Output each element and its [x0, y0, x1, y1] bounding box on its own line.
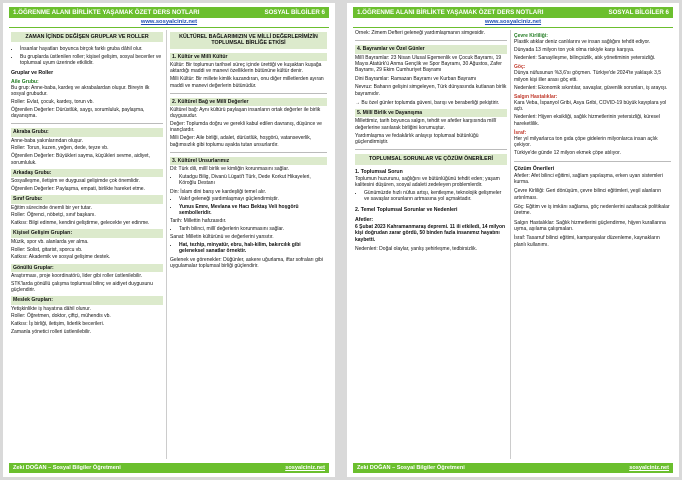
page-header	[9, 7, 329, 18]
culture-s1-p1: Kültür: Bir toplumun tarihsel süreç içinde ürettiği ve kuşaktan kuşağa aktardığı maddi ve manevi özelliklerin bütününe kültür denir.	[170, 62, 322, 75]
header-title: 1.ÖĞRENME ALANI BİRLİKTE YAŞAMAK ÖZET DERS NOTLARI	[357, 9, 544, 16]
relatives-p2: Roller: Torun, kuzen, yeğen, dede, teyze vb.	[11, 145, 109, 152]
friends-p1: Sosyalleşme, iletişim ve duygusal gelişimde çok önemlidir.	[11, 178, 140, 185]
culture-s3-title: 3. Kültürel Unsurlarımız	[170, 157, 327, 165]
holidays-title: 4. Bayramlar ve Özel Günler	[355, 45, 507, 53]
pollution-p3: Nedenleri: Sanayileşme, bilinçsizlik, atık yönetiminin yetersizliği.	[514, 54, 656, 61]
history-text: Tarih: Millettin hafızasıdır.	[170, 218, 227, 225]
list-item: • Günümüzde hızlı nüfus artışı, kentleşme, teknolojik gelişmeler ve savaşlar sorunların artmasına yol açmaktadır.	[364, 190, 507, 203]
divider	[355, 149, 507, 150]
divider	[355, 40, 507, 41]
page-footer	[9, 463, 329, 473]
special-days-note: → Bu özel günler toplumda güveni, barışı ve beraberliği pekiştirir.	[355, 99, 500, 106]
pollution-title: Çevre Kirliliği:	[514, 33, 548, 39]
class-p3: Katkısı: Bilgi edinme, kendini geliştirme, gelecekte yer edinme.	[11, 220, 150, 227]
interest-p2: Roller: Solist, gitarist, sporcu vb.	[11, 246, 83, 253]
divider	[170, 152, 327, 153]
solutions-title: Çözüm Önerileri	[514, 165, 555, 172]
class-title: Sınıf Grubu:	[11, 195, 163, 203]
page-header	[353, 7, 673, 18]
language-text: Dil: Türk dili, millî birlik ve kimliğin korunmasını sağlar.	[170, 166, 290, 173]
example-text: Örnek: Zimem Defteri geleneği yardımlaşmanın simgesidir.	[355, 30, 486, 36]
tradition-text: Gelenek ve görenekler: Düğünler, askere uğurlama, iftar sofraları gibi uygulamalar toplumsal birliği güçlendirir.	[170, 256, 323, 270]
relatives-p1: Anne-baba yakınlarından oluşur.	[11, 137, 83, 144]
site-link-top[interactable]: www.sosyalciniz.net	[140, 19, 198, 25]
divider	[170, 93, 327, 94]
pollution-p2: Dünyada 13 milyon ton yok olma riskiyle karşı karşıya.	[514, 47, 635, 54]
culture-s2-p1: Kültürel bağ: Aynı kültürü paylaşan insanların ortak değerler ile birlik duygusudur.	[170, 107, 321, 120]
disasters-causes: Nedenleri: Doğal olaylar, yanlış şehirleşme, tedbirsizlik.	[355, 246, 477, 253]
footer-site-link[interactable]: sosyalciniz.net	[629, 465, 669, 471]
divider	[514, 161, 671, 162]
religion-list	[179, 196, 327, 216]
language-list	[179, 174, 327, 187]
header-subject: SOSYAL BİLGİLER 6	[264, 9, 325, 16]
basic-problems-title: 2. Temel Toplumsal Sorunlar ve Nedenleri	[355, 206, 458, 213]
relatives-title: Akraba Grubu:	[11, 128, 163, 136]
column-divider	[166, 30, 167, 459]
page-left	[3, 3, 335, 477]
culture-s1-p2: Milli Kültür: Bir millete kimlik kazandıran, onu diğer milletlerden ayıran maddi ve manevi değerlerin bütünüdür.	[170, 76, 324, 89]
volunteer-p2: STK'larda gönüllü çalışma toplumsal bilinç ve aidiyet duygusunu güçlendirir.	[11, 280, 153, 294]
class-p2: Roller: Öğrenci, nöbetçi, sınıf başkanı.	[11, 212, 96, 219]
solidarity-p1: Millettimiz, tarih boyunca salgın, tehdit ve afetler karşısında millî değerlerine sarılarak birliğini korumuştur.	[355, 118, 497, 131]
list-item: • Yunus Emre, Mevlana ve Hacı Bektaş Veli hoşgörü sembolleridir.	[179, 204, 327, 217]
problem-list	[364, 190, 507, 203]
column-holidays	[355, 30, 507, 459]
culture-s2-title: 2. Kültürel Bağ ve Millî Değerler	[170, 98, 327, 106]
column-problems	[514, 30, 671, 459]
waste-p2: Türkiye'de günde 12 milyon ekmek çöpe atılıyor.	[514, 150, 621, 157]
list-item: • Hat, tezhip, minyatür, ebru, halı-kilim, bakırcılık gibi geleneksel sanatlar örnektir.	[179, 242, 327, 255]
religion-text: Din: İslam dini barış ve kardeşliği temel alır.	[170, 188, 267, 195]
footer-author: Zeki DOĞAN – Sosyal Bilgiler Öğretmeni	[357, 465, 465, 471]
religious-holidays: Dini Bayramlar: Ramazan Bayramı ve Kurban Bayramı	[355, 76, 477, 83]
solidarity-p2: Yardımlaşma ve fedakârlık anlayışı toplumsal bütünlüğü güçlendirmiştir.	[355, 132, 479, 145]
job-p4: Zamanla yönetici rolleri üstlenilebilir.	[11, 329, 92, 335]
waste-title: İsraf:	[514, 129, 527, 136]
solidarity-title: 5. Millî Birlik ve Dayanışma	[355, 109, 507, 117]
interest-title: Kişisel Gelişim Grupları:	[11, 229, 163, 237]
solution-epidemic: Salgın Hastalıklar: Sağlık hizmetlerini güçlendirme, hijyen kurallarına uyma, aşılama çalışmaları.	[514, 219, 666, 232]
friends-title: Arkadaş Grubu:	[11, 169, 163, 177]
volunteer-p1: Araştırması, proje koordinatörü, lider gibi roller üstlenilebilir.	[11, 272, 143, 279]
intro-list	[20, 46, 163, 66]
volunteer-title: Gönüllü Gruplar:	[11, 264, 163, 272]
problem-def-text: Toplumun huzurunu, sağlığını ve bütünlüğünü tehdit eden; yaşam kalitesini düşüren, sosyal adaleti zedeleyen problemlerdir.	[355, 175, 500, 189]
groups-title: Gruplar ve Roller	[11, 70, 54, 77]
national-holidays: Millî Bayramlar: 23 Nisan Ulusal Egemenlik ve Çocuk Bayramı, 19 Mayıs Atatürk'ü Anma Gençlik ve Spor Bayramı, 30 Ağustos, Zafer Bayramı, 29 Ekim Cumhuriyet Bayramı	[355, 54, 502, 74]
page-right	[347, 3, 679, 477]
interest-p1: Müzik, spor vb. alanlarda yer alma.	[11, 238, 89, 245]
culture-s1-title: 1. Kültür ve Millî Kültür	[170, 53, 327, 61]
site-link-top[interactable]: www.sosyalciniz.net	[484, 19, 542, 25]
culture-s2-p3: Milli Değer: Aile birliği, adalet, dürüstlük, hoşgörü, vatanseverlik, bağımsızlık gibi toplumu ayakta tutan unsurlardır.	[170, 135, 312, 148]
solution-disaster: Afetler: Afet bilinci eğitimi, sağlam yapılaşma, erken uyarı sistemleri kurma.	[514, 172, 663, 186]
class-p1: Eğitim sürecinde önemli bir yer tutar.	[11, 204, 92, 211]
friends-p2: Öğrenilen Değerler: Paylaşma, empati, birlikte hareket etme.	[11, 185, 145, 192]
footer-site-link[interactable]: sosyalciniz.net	[285, 465, 325, 471]
solution-migration: Göç: Eğitim ve iş imkânı sağlama, göç nedenlerini azaltacak politikalar üretme.	[514, 204, 670, 217]
header-divider	[9, 27, 329, 28]
column-groups	[11, 30, 163, 459]
page-footer	[353, 463, 673, 473]
migration-p1: Dünya nüfusunun %3,6'sı göçmen. Türkiye'de 2024'te yaklaşık 3,5 milyon kişi iller arası göç etti.	[514, 70, 662, 83]
solution-waste: İsraf: Tasarruf bilinci eğitimi, kampanyalar düzenleme, kaynakların planlı kullanımı.	[514, 235, 660, 248]
migration-p2: Nedenleri: Ekonomik sıkıntılar, savaşlar, güvenlik sorunları, iş arayışı.	[514, 84, 668, 91]
job-p2: Roller: Öğretmen, doktor, çiftçi, mühendis vb.	[11, 313, 111, 320]
job-p3: Katkısı: İş birliği, iletişim, liderlik becerileri.	[11, 321, 105, 328]
section-box-culture: KÜLTÜREL BAĞLARIMIZIN VE MİLLİ DEĞERLERİMİZİN TOPLUMSAL BİRLİĞE ETKİSİ	[170, 32, 327, 49]
list-item: • Bu gruplarda üstlenilen roller; kişisel gelişim, sosyal beceriler ve toplumsal uyum üzerinde etkilidir.	[20, 54, 163, 67]
epidemic-p2: Nedenleri: Hijyen eksikliği, sağlık hizmetlerinin yetersizliği, küresel hareketlilik.	[514, 114, 660, 127]
art-text: Sanat: Milletin kültürünü ve değerlerini yansıtır.	[170, 234, 274, 241]
interest-p3: Katkısı: Akademik ve sosyal gelişime destek.	[11, 254, 111, 261]
epidemic-title: Salgın Hastalıklar:	[514, 93, 558, 100]
culture-s2-p2: Değer: Toplumda doğru ve gerekli kabul edilen davranış, düşünce ve inançlardır.	[170, 121, 322, 134]
list-item: • Kutadgu Bilig, Divanü Lügati't Türk, Dede Korkut Hikayeleri, Köroğlu Destanı	[179, 174, 327, 187]
family-title: Aile Grubu:	[11, 78, 39, 85]
disasters-label: Afetler:	[355, 216, 374, 223]
nevruz-text: Nevruz: Baharın gelişini simgeleyen, Türk dünyasında kutlanan birlik bayramıdır.	[355, 84, 507, 97]
migration-title: Göç:	[514, 64, 526, 71]
header-title: 1.ÖĞRENME ALANI BİRLİKTE YAŞAMAK ÖZET DERS NOTLARI	[13, 9, 200, 16]
family-p2: Roller: Evlat, çocuk, kardeş, torun vb.	[11, 98, 94, 105]
relatives-p3: Öğrenilen Değerler: Büyükleri sayma, küçükleri sevme, aidiyet, sorumluluk.	[11, 153, 150, 166]
solution-pollution: Çevre Kirliliği: Geri dönüşüm, çevre bilinci eğitimleri, yeşil alanların artırılması.	[514, 188, 661, 201]
list-item: • Vakıf geleneği yardımlaşmayı güçlendirmiştir.	[179, 196, 327, 202]
list-item: • İnsanlar hayatları boyunca birçok farklı gruba dâhil olur.	[20, 46, 163, 52]
footer-author: Zeki DOĞAN – Sosyal Bilgiler Öğretmeni	[13, 465, 121, 471]
disasters-text: 6 Şubat 2023 Kahramanmaraş depremi. 11 ili etkiledi, 14 milyon kişi doğrudan zarar gördü, 50 binden fazla insanımız hayatını kaybetti.	[355, 224, 506, 243]
job-title: Meslek Grupları:	[11, 296, 163, 304]
family-p1: Bu grup: Anne-baba, kardeş ve akrabalardan oluşur. Bireyin ilk sosyal grubudur.	[11, 84, 150, 98]
divider	[11, 123, 163, 124]
waste-p1: Her yıl milyarlarca ton gıda çöpe gidelerin milyonlarca insan açlık çekiyor.	[514, 136, 658, 149]
list-item: • Tarih bilinci, millî değerlerin korunmasını sağlar.	[179, 226, 327, 232]
art-list	[179, 242, 327, 255]
section-box-problems: TOPLUMSAL SORUNLAR VE ÇÖZÜM ÖNERİLERİ	[355, 154, 507, 164]
problem-def-title: 1. Toplumsal Sorun	[355, 168, 403, 175]
column-culture	[170, 30, 327, 459]
epidemic-p1: Kara Veba, İspanyol Gribi, Asya Gribi, COVID-19 büyük kayıplara yol açtı.	[514, 100, 667, 113]
column-divider	[510, 30, 511, 459]
header-subject: SOSYAL BİLGİLER 6	[608, 9, 669, 16]
header-divider	[353, 27, 673, 28]
family-p3: Öğrenilen Değerler: Dürüstlük, saygı, sorumluluk, paylaşma, dayanışma.	[11, 106, 145, 120]
job-p1: Yetişkinlikte iş hayatına dâhil olunur.	[11, 305, 91, 312]
history-list	[179, 226, 327, 232]
section-box-groups: ZAMAN İÇİNDE DEĞİŞEN GRUPLAR VE ROLLER	[11, 32, 163, 42]
pollution-p1: Plastik atıklar deniz canlılarını ve insan sağlığını tehdit ediyor.	[514, 39, 651, 46]
